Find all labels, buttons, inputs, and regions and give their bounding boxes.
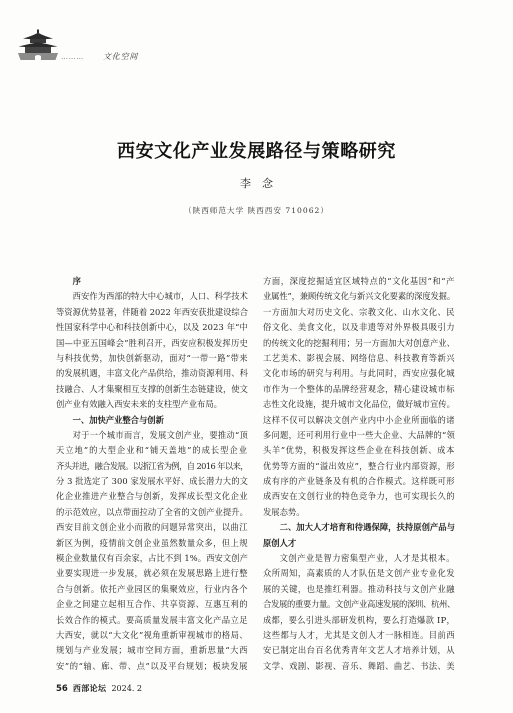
text-line: 创产业有效融入西安未来的支柱型产业布局。 xyxy=(56,399,222,410)
text-line: 文创产业是智力密集型产业，人才是其根本。 xyxy=(279,553,455,564)
text-line: 与科技优势，加快创新驱动，面对“一带一路”带来 xyxy=(56,352,248,363)
text-line: 性国家科学中心和科技创新中心，以及 2023 年“中 xyxy=(56,322,248,333)
text-line: 西安目前文创企业小而散的问题异常突出，以曲江 xyxy=(56,522,248,533)
text-line: 这样不仅可以解决文创产业内中小企业所面临的诸 xyxy=(263,414,455,425)
text-line: 一方面加大对历史文化、宗教文化、山水文化、民 xyxy=(263,306,455,317)
text-line: 头羊”优势，积极发挥这些企业在科技创新、成本 xyxy=(263,445,455,456)
text-line: 多问题，还可利用行业中一些大企业、大品牌的“领 xyxy=(263,429,455,440)
text-line: 的发展机遇，丰富文化产品供给，推动资源利用、科 xyxy=(56,368,248,379)
text-line: 大西安，就以“大文化”视角重新审视城市的格局、 xyxy=(56,629,248,640)
text-line: 展的关键，也是推红利器。推动科技与文创产业融 xyxy=(263,583,455,594)
text-line: 优势等方面的“溢出效应”，整合行业内部资源，形 xyxy=(263,460,455,471)
section-heading: 序 xyxy=(72,276,81,286)
text-line: 分 3 批选定了 300 家发展水平好、成长潜力大的文 xyxy=(56,476,248,487)
pagoda-upper-roof xyxy=(23,33,53,39)
page-number: 56 xyxy=(56,684,68,694)
text-line: 化企业推进产业整合与创新，发挥成长型文化企业 xyxy=(56,491,248,502)
text-line: 成都，要么引进头部研发机构，要么打造爆款 IP， xyxy=(263,614,455,625)
text-line: 安已制定出台百名优秀青年文艺人才培养计划，从 xyxy=(263,645,455,656)
pagoda-lower-roof xyxy=(19,42,58,47)
page-footer xyxy=(56,683,142,695)
text-line: 对于一个城市而言，发展文创产业，要推动“顶 xyxy=(72,429,248,440)
text-line: 这些都与人才，尤其是文创人才一脉相连。目前西 xyxy=(263,629,455,640)
text-line: 天立地”的大型企业和“铺天盖地”的成长型企业 xyxy=(56,445,248,456)
text-line: 业要实现进一步发展，就必须在发展思路上进行整 xyxy=(56,568,248,579)
leader-dots: ……… xyxy=(61,53,84,61)
article-title: 西安文化产业发展路径与策略研究 xyxy=(117,141,396,162)
text-line: 合发展的重要力量。文创产业高速发展的深圳、杭州、 xyxy=(263,599,455,610)
column-section-label: 文化空间 xyxy=(103,52,139,61)
text-line: 技融合、人才集聚相互支撑的创新生态链建设，使文 xyxy=(56,383,248,394)
journal-name: 西部论坛 xyxy=(72,684,107,693)
text-line: 合与创新。依托产业园区的集聚效应，行业内各个 xyxy=(56,583,248,594)
text-line: 众所周知，高素质的人才队伍是文创产业专业化发 xyxy=(263,568,455,579)
text-line: 工艺美术、影视会展、网络信息、科技教育等新兴 xyxy=(263,352,455,363)
text-line: 文化市场的研究与利用。与此同时，西安应强化城 xyxy=(263,368,455,379)
author-affiliation: （陕西师范大学 陕西西安 710062） xyxy=(184,206,329,215)
pagoda-icon xyxy=(18,29,58,63)
text-line: 的传统文化的挖掘利用；另一方面加大对创意产业、 xyxy=(263,337,455,348)
author-name: 李 念 xyxy=(240,177,273,190)
text-line: 模企业数量仅有百余家，占比不到 1%。西安文创产 xyxy=(56,553,248,564)
text-line: 西安作为西部的特大中心城市，人口、科学技术 xyxy=(72,291,248,302)
text-line: 文学、戏剧、影视、音乐、舞蹈、曲艺、书法、美 xyxy=(263,660,455,671)
text-line: 企业之间建立起相互合作、共享资源、互惠互利的 xyxy=(56,599,248,610)
pagoda-lower-body xyxy=(25,47,51,53)
text-line: 长效合作的模式。要高质量发展丰富文化产品立足 xyxy=(56,614,248,625)
text-line: 志性文化设施，提升城市文化品位，做好城市宣传。 xyxy=(263,399,455,410)
text-line: 方面，深度挖掘适宜区域特点的“文化基因”和“产 xyxy=(263,276,455,286)
text-line: 市作为一个整体的品牌经营观念，精心建设城市标 xyxy=(263,383,455,394)
text-line: 成有序的产业链条及有机的合作模式。这样既可形 xyxy=(263,476,455,487)
section-heading: 一、加快产业整合与创新 xyxy=(72,414,164,425)
pagoda-gate xyxy=(35,55,41,60)
section-heading: 原创人才 xyxy=(263,537,297,548)
text-line: 业属性”，兼顾传统文化与新兴文化要素的深度发掘。 xyxy=(263,291,455,302)
text-line: 齐头并进，融合发展。以浙江省为例，自 2016 年以来， xyxy=(56,460,248,471)
text-line: 成西安在文创行业的特色竞争力，也可实现长久的 xyxy=(263,491,455,502)
text-line: 国—中亚五国峰会”胜利召开，西安应积极发挥历史 xyxy=(56,337,248,348)
body-column-right xyxy=(263,274,455,674)
text-line: 安”的“轴、廊、带、点”以及平台规划；板块发展 xyxy=(56,660,248,671)
text-line: 的示范效应，以点带面拉动了全省的文创产业提升。 xyxy=(56,506,248,517)
issue-number: 2024. 2 xyxy=(111,684,142,693)
body-column-left xyxy=(56,274,248,674)
text-line: 俗文化、美食文化，以及非遗等对外界极具吸引力 xyxy=(263,322,455,333)
pagoda-finial xyxy=(37,30,39,34)
text-line: 新区为例，疫情前文创企业虽然数量众多，但上规 xyxy=(56,537,248,548)
section-heading: 二、加大人才培育和待遇保障，扶持原创产品与 xyxy=(279,522,455,533)
text-line: 等资源优势显著，伴随着 2022 年西安获批建设综合 xyxy=(56,306,248,317)
text-line: 规划与产业发展；城市空间方面，重新思量“大西 xyxy=(56,645,248,656)
text-line: 发展态势。 xyxy=(263,506,305,517)
